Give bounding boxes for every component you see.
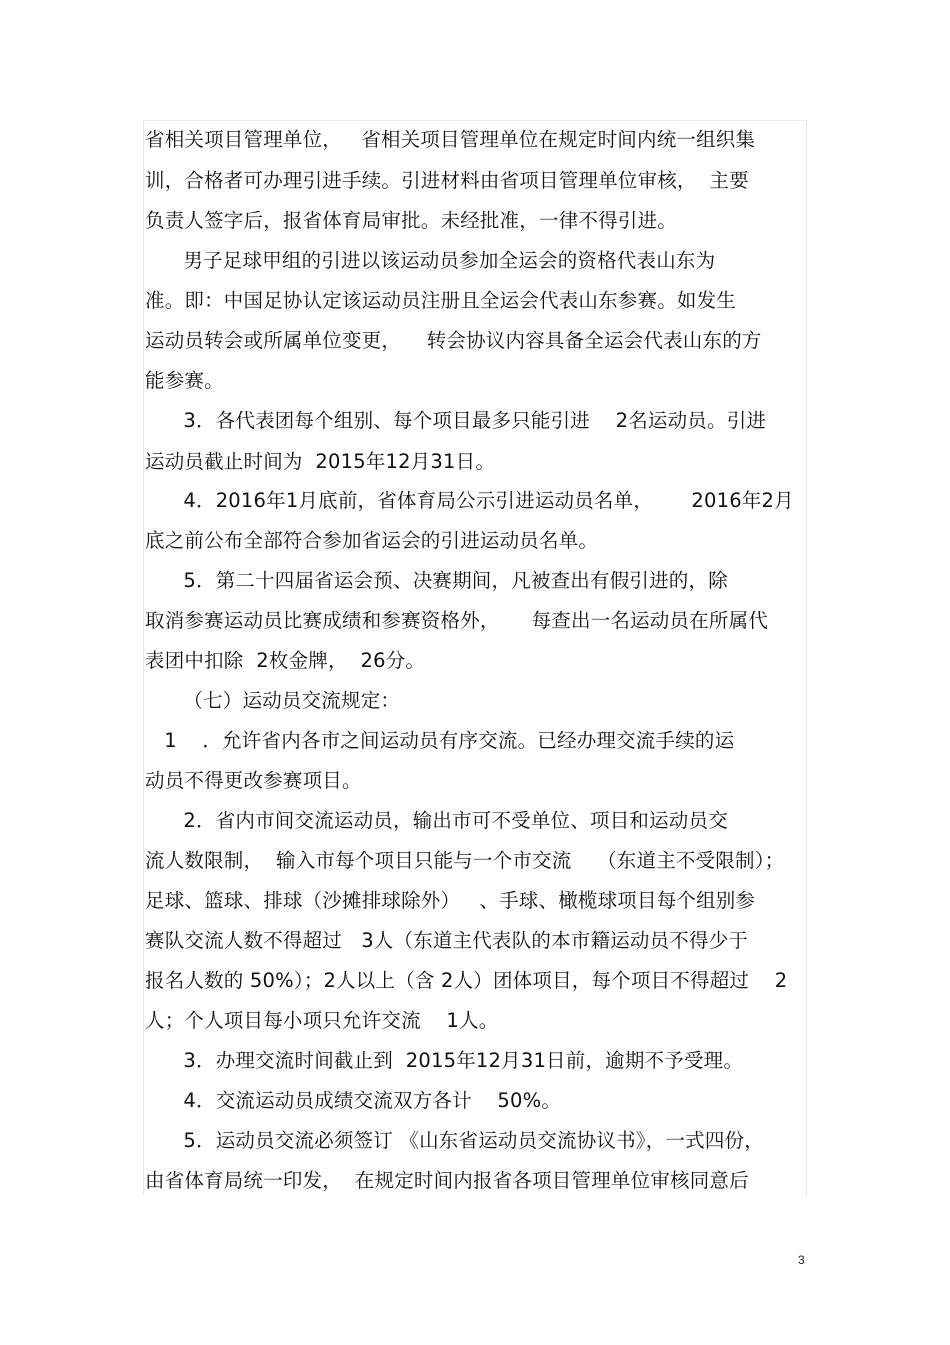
text-line: 取消参赛运动员比赛成绩和参赛资格外， 每查出一名运动员在所属代 [145, 609, 768, 632]
text-line: 1 ．允许省内各市之间运动员有序交流。已经办理交流手续的运 [145, 729, 735, 752]
text-line: 4．交流运动员成绩交流双方各计 50%。 [145, 1089, 562, 1112]
text-line: 准。即：中国足协认定该运动员注册且全运会代表山东参赛。如发生 [145, 289, 737, 312]
text-line: 4．2016年1月底前，省体育局公示引进运动员名单， 2016年2月 [145, 489, 794, 512]
text-line: 足球、篮球、排球（沙摊排球除外） 、手球、橄榄球项目每个组别参 [145, 889, 756, 912]
text-line: 5．运动员交流必须签订 《山东省运动员交流协议书》，一式四份， [145, 1129, 764, 1152]
text-line: 2．省内市间交流运动员，输出市可不受单位、项目和运动员交 [145, 809, 728, 832]
text-line: 省相关项目管理单位， 省相关项目管理单位在规定时间内统一组织集 [145, 128, 756, 151]
text-line: 表团中扣除 2枚金牌， 26分。 [145, 649, 426, 672]
page-number: 3 [798, 1253, 805, 1267]
text-line: 运动员转会或所属单位变更， 转会协议内容具备全运会代表山东的方 [145, 329, 762, 352]
text-line: 负责人签字后，报省体育局审批。未经批准，一律不得引进。 [145, 209, 677, 232]
page-frame-right-border [806, 120, 807, 1195]
text-line: 训，合格者可办理引进手续。引进材料由省项目管理单位审核， 主要 [145, 169, 749, 192]
page-frame-left-border [143, 120, 144, 1195]
page-frame-top-border [143, 120, 806, 121]
text-line: 男子足球甲组的引进以该运动员参加全运会的资格代表山东为 [145, 249, 716, 272]
text-line: 赛队交流人数不得超过 3人（东道主代表队的本市籍运动员不得少于 [145, 929, 749, 952]
text-line: 动员不得更改参赛项目。 [145, 769, 362, 792]
text-line: 5．第二十四届省运会预、决赛期间，凡被查出有假引进的，除 [145, 569, 728, 592]
text-line: 报名人数的 50%）；2人以上（含 2人）团体项目，每个项目不得超过 2 [145, 969, 788, 992]
text-line: 底之前公布全部符合参加省运会的引进运动员名单。 [145, 529, 599, 552]
text-line: 运动员截止时间为 2015年12月31日。 [145, 450, 496, 473]
text-line: 由省体育局统一印发， 在规定时间内报省各项目管理单位审核同意后 [145, 1169, 749, 1192]
text-line: 能参赛。 [145, 369, 224, 392]
text-line: 流人数限制， 输入市每个项目只能与一个市交流 （东道主不受限制）； [145, 849, 785, 872]
text-line: 人；个人项目每小项只允许交流 1人。 [145, 1009, 499, 1032]
text-line: 3．各代表团每个组别、每个项目最多只能引进 2名运动员。引进 [145, 409, 767, 432]
text-line: （七）运动员交流规定： [145, 689, 401, 712]
text-line: 3．办理交流时间截止到 2015年12月31日前，逾期不予受理。 [145, 1049, 744, 1072]
